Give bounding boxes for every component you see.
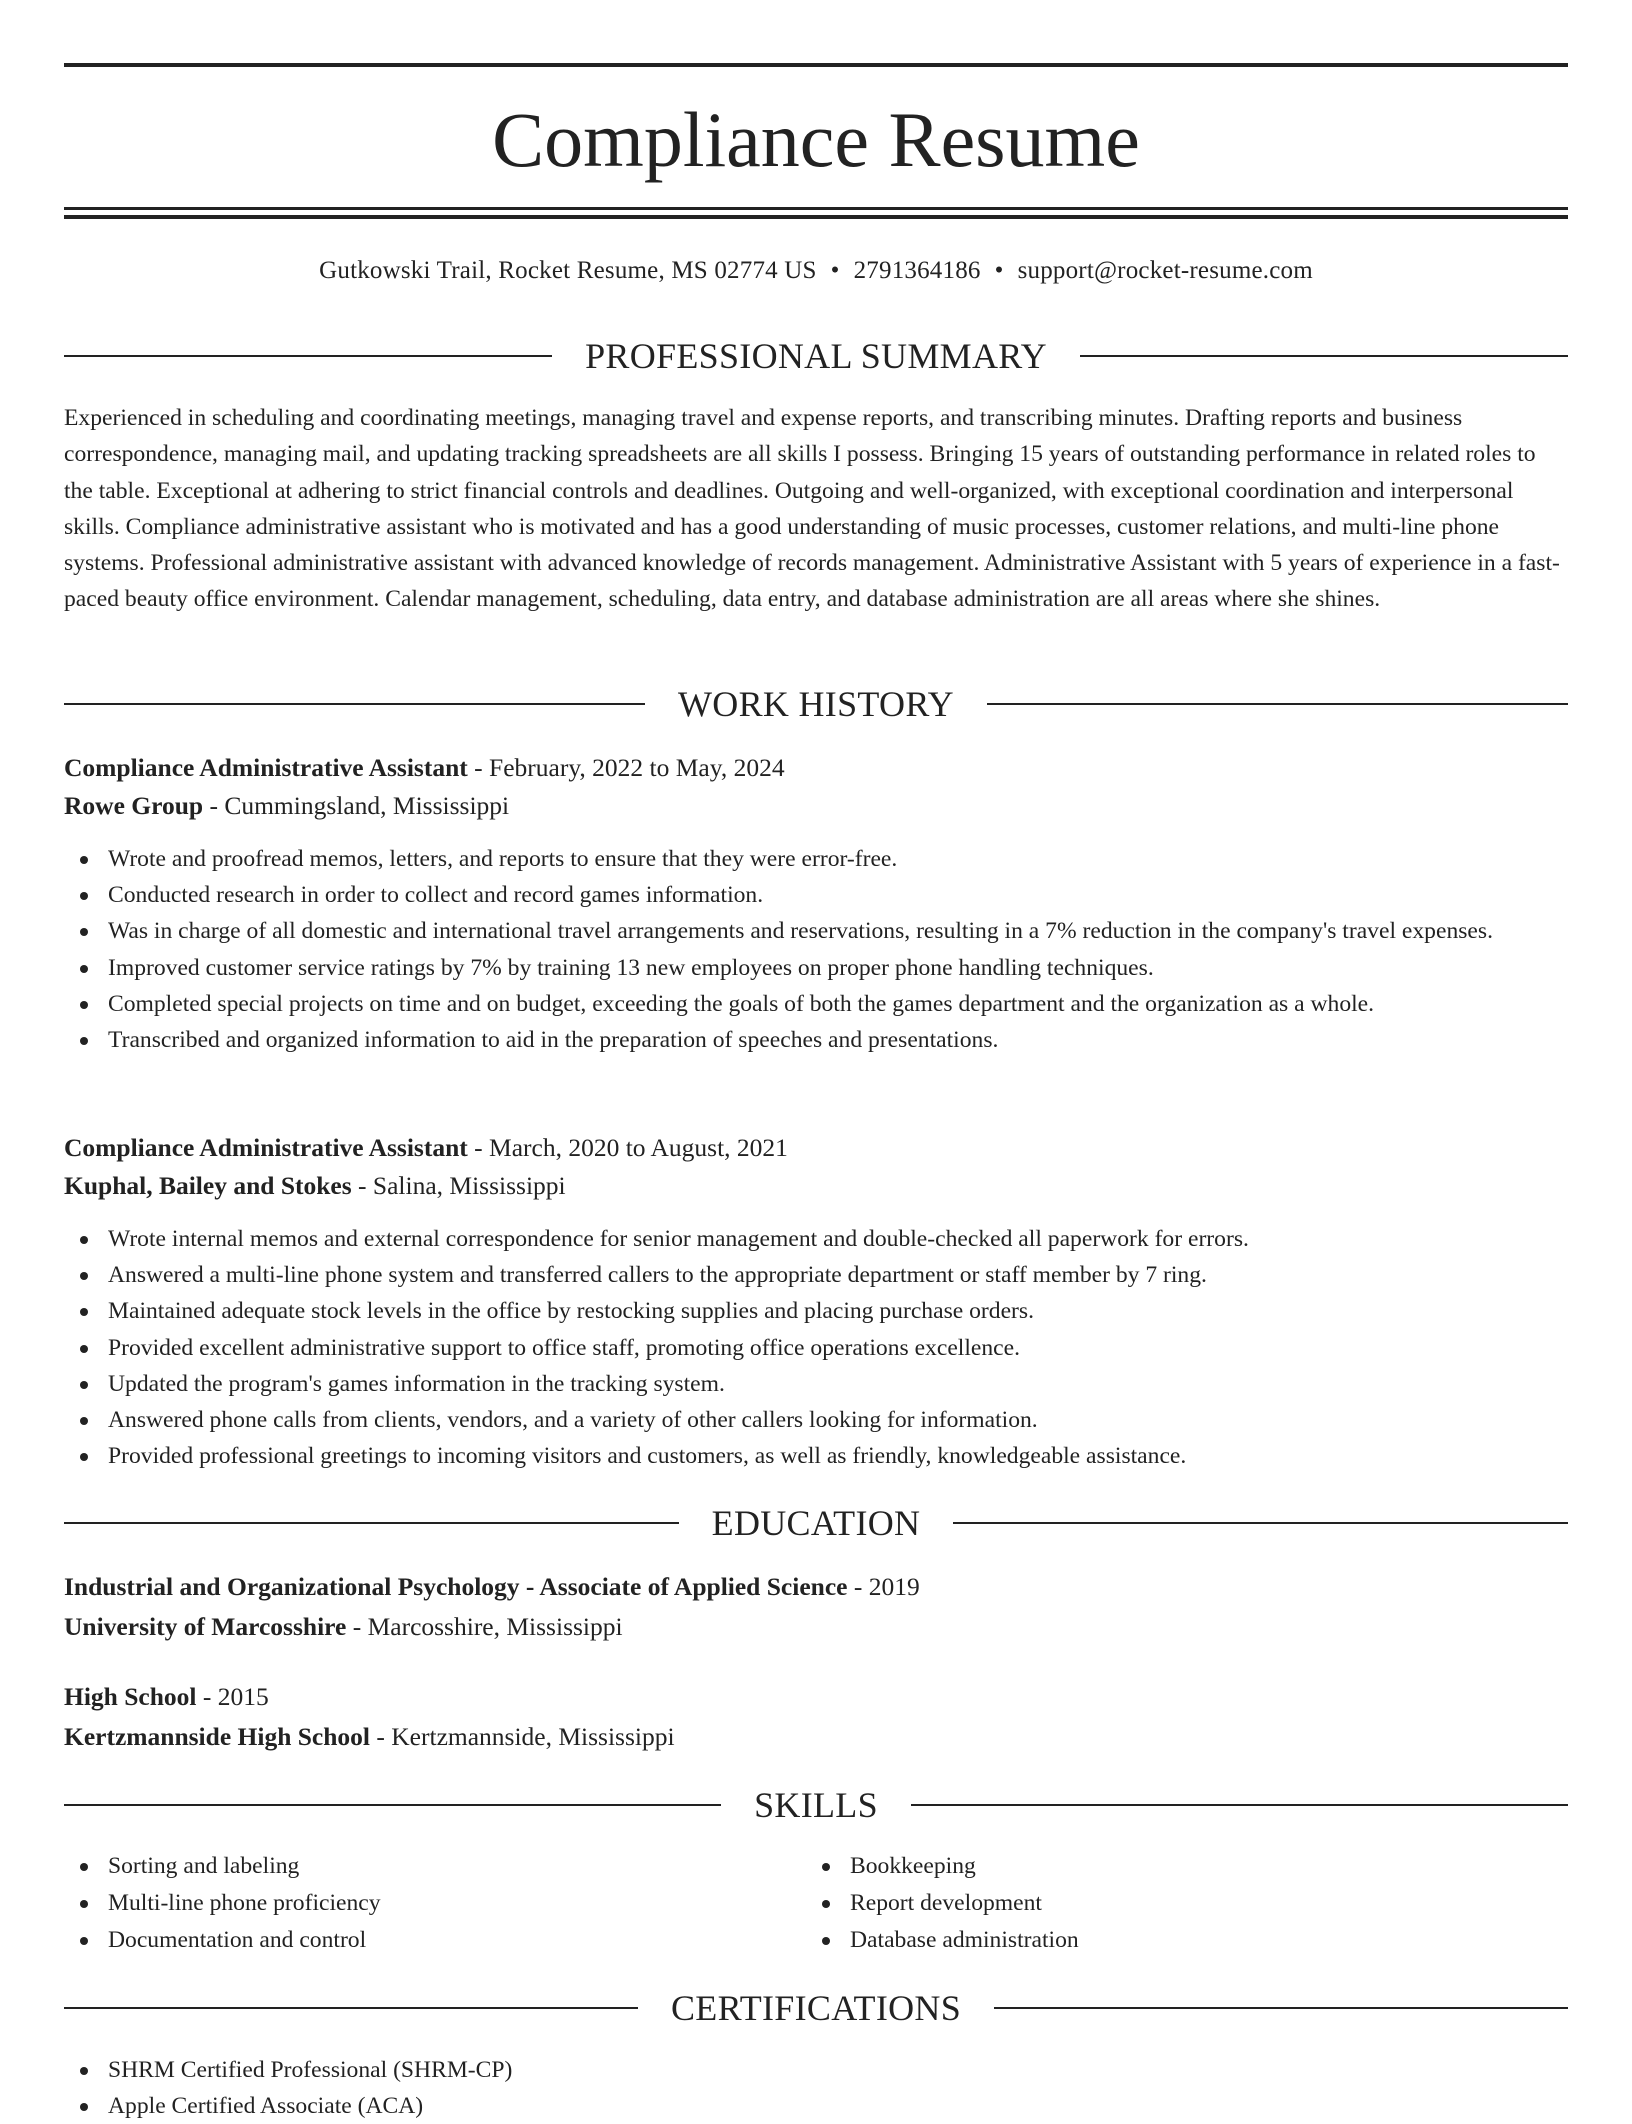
job-entry <box>64 1129 1568 1205</box>
heading-rule <box>64 355 552 357</box>
summary-text: Experienced in scheduling and coordinating meetings, managing travel and expense reports, and transcribing minutes. Drafting reports and business correspondence, managing mail, and updating tracking spreadsheets are all skills I possess. Bringing 15 years of outstanding performance in related roles to the table. Exceptional at adhering to strict financial controls and deadlines. Outgoing and well-organized, with exceptional coordination and interpersonal skills. Compliance administrative assistant who is motivated and has a good understanding of music processes, customer relations, and multi-line phone systems. Professional administrative assistant with advanced knowledge of records management. Administrative Assistant with 5 years of experience in a fast-paced beauty office environment. Calendar management, scheduling, data entry, and database administration are all areas where she shines. <box>64 405 1560 613</box>
list-item: Wrote internal memos and external correspondence for senior management and double-checked all paperwork for errors. <box>64 1221 1568 1257</box>
skill-item: Report development <box>806 1885 1506 1922</box>
education-degree: High School <box>64 1682 197 1711</box>
job-title: Compliance Administrative Assistant <box>64 753 468 782</box>
section-heading-certifications <box>64 1986 1568 2030</box>
list-item: Wrote and proofread memos, letters, and reports to ensure that they were error-free. <box>64 841 1568 877</box>
heading-rule <box>64 2007 638 2009</box>
heading-rule <box>64 703 645 705</box>
heading-rule <box>994 2007 1568 2009</box>
list-item: Maintained adequate stock levels in the office by restocking supplies and placing purchase orders. <box>64 1293 1568 1329</box>
education-degree-line <box>64 1677 1568 1717</box>
heading-rule <box>64 1804 721 1806</box>
job-company-line <box>64 1167 1568 1205</box>
job-dates: - February, 2022 to May, 2024 <box>467 753 785 782</box>
education-degree: Industrial and Organizational Psychology - Associate of Applied Science <box>64 1572 848 1601</box>
certifications-list <box>64 2052 1568 2124</box>
skill-item: Documentation and control <box>64 1922 764 1959</box>
contact-phone: 2791364186 <box>853 257 981 284</box>
list-item: Answered phone calls from clients, vendors, and a variety of other callers looking for information. <box>64 1402 1568 1438</box>
job-bullets <box>64 841 1568 1058</box>
education-school: Kertzmannside High School <box>64 1722 371 1751</box>
education-school-line <box>64 1717 1568 1757</box>
job-company: Kuphal, Bailey and Stokes <box>64 1171 352 1200</box>
section-title: SKILLS <box>754 1785 878 1825</box>
education-location: - Kertzmannside, Mississippi <box>370 1722 675 1751</box>
section-title: EDUCATION <box>711 1503 921 1543</box>
list-item: Answered a multi-line phone system and transferred callers to the appropriate department or staff member by 7 ring. <box>64 1257 1568 1293</box>
education-degree-line <box>64 1567 1568 1607</box>
heading-rule <box>64 1522 679 1524</box>
list-item: Transcribed and organized information to aid in the preparation of speeches and presentations. <box>64 1022 1568 1058</box>
top-rule <box>64 63 1568 67</box>
job-location: - Salina, Mississippi <box>351 1171 566 1200</box>
list-item: Was in charge of all domestic and international travel arrangements and reservations, resulting in a 7% reduction in the company's travel expenses. <box>64 913 1568 949</box>
certification-item: Apple Certified Associate (ACA) <box>64 2088 1568 2124</box>
education-school-line <box>64 1607 1568 1647</box>
skills-list-left <box>64 1848 764 1959</box>
education-school: University of Marcosshire <box>64 1612 347 1641</box>
job-title: Compliance Administrative Assistant <box>64 1133 468 1162</box>
education-location: - Marcosshire, Mississippi <box>346 1612 623 1641</box>
section-title: WORK HISTORY <box>678 684 954 724</box>
list-item: Provided excellent administrative support to office staff, promoting office operations excellence. <box>64 1330 1568 1366</box>
certification-item: SHRM Certified Professional (SHRM-CP) <box>64 2052 1568 2088</box>
heading-rule <box>911 1804 1568 1806</box>
education-entry <box>64 1677 1568 1757</box>
job-title-line <box>64 1129 1568 1167</box>
heading-rule <box>987 703 1568 705</box>
skill-item: Bookkeeping <box>806 1848 1506 1885</box>
resume-title: Compliance Resume <box>492 96 1140 183</box>
list-item: Improved customer service ratings by 7% by training 13 new employees on proper phone handling techniques. <box>64 950 1568 986</box>
title-rule-upper <box>64 207 1568 210</box>
list-item: Conducted research in order to collect and record games information. <box>64 877 1568 913</box>
list-item: Provided professional greetings to incoming visitors and customers, as well as friendly, knowledgeable assistance. <box>64 1438 1568 1474</box>
job-entry <box>64 749 1568 825</box>
list-item: Updated the program's games information in the tracking system. <box>64 1366 1568 1402</box>
contact-separator: • <box>830 257 840 284</box>
section-heading-skills <box>64 1783 1568 1827</box>
heading-rule <box>953 1522 1568 1524</box>
skill-item: Database administration <box>806 1922 1506 1959</box>
section-heading-work <box>64 682 1568 726</box>
title-rule-lower <box>64 215 1568 219</box>
contact-address: Gutkowski Trail, Rocket Resume, MS 02774 US <box>319 257 817 284</box>
section-heading-education <box>64 1501 1568 1545</box>
contact-separator: • <box>994 257 1004 284</box>
contact-line <box>64 254 1568 288</box>
education-year: - 2015 <box>196 1682 269 1711</box>
job-company-line <box>64 787 1568 825</box>
skills-list-right <box>806 1848 1506 1959</box>
section-title: CERTIFICATIONS <box>670 1988 962 2028</box>
education-entry <box>64 1567 1568 1647</box>
job-bullets <box>64 1221 1568 1474</box>
job-company: Rowe Group <box>64 791 204 820</box>
section-title: PROFESSIONAL SUMMARY <box>585 336 1047 376</box>
list-item: Completed special projects on time and on budget, exceeding the goals of both the games department and the organization as a whole. <box>64 986 1568 1022</box>
education-year: - 2019 <box>847 1572 920 1601</box>
section-heading-summary <box>64 334 1568 378</box>
skill-item: Multi-line phone proficiency <box>64 1885 764 1922</box>
job-title-line <box>64 749 1568 787</box>
skill-item: Sorting and labeling <box>64 1848 764 1885</box>
contact-email[interactable]: support@rocket-resume.com <box>1017 257 1313 284</box>
heading-rule <box>1080 355 1568 357</box>
job-dates: - March, 2020 to August, 2021 <box>467 1133 788 1162</box>
job-location: - Cummingsland, Mississippi <box>203 791 510 820</box>
